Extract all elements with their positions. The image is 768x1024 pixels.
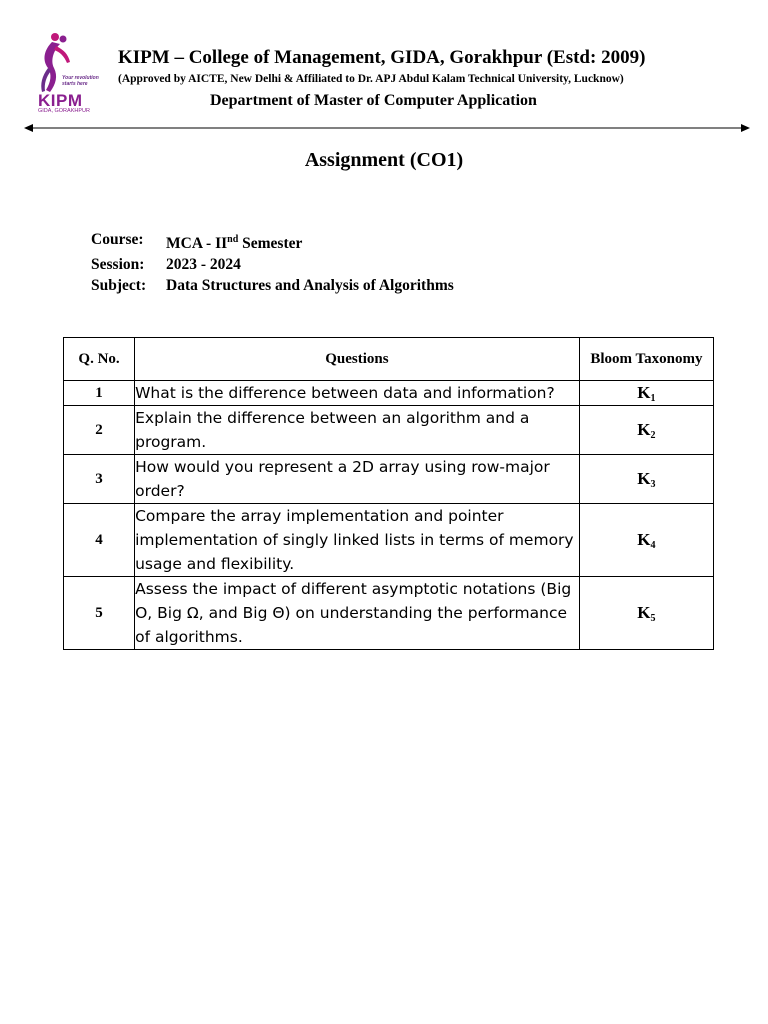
college-name: KIPM – College of Management, GIDA, Gorakhpur (Estd: 2009) — [118, 47, 646, 68]
session-value: 2023 - 2024 — [166, 256, 241, 274]
bloom-level: $K_2$ — [579, 406, 713, 455]
session-label: Session: — [91, 256, 145, 274]
question-number: 4 — [64, 504, 135, 577]
table-row — [64, 381, 714, 406]
assignment-title: Assignment (CO1) — [304, 149, 464, 171]
course-value: MCA - IInd Semester — [166, 234, 303, 253]
course-label: Course: — [91, 231, 144, 248]
table-row — [64, 577, 714, 650]
table-row — [64, 455, 714, 504]
logo-tagline: Your revolution starts here — [62, 75, 99, 87]
header-divider — [24, 121, 750, 135]
logo-location: GIDA, GORAKHPUR — [38, 108, 90, 114]
question-text: What is the difference between data and information? — [135, 381, 580, 406]
bloom-level: $K_1$ — [579, 381, 713, 406]
logo-wordmark: KIPM — [38, 91, 83, 110]
question-text: How would you represent a 2D array using row-major order? — [135, 455, 580, 504]
bloom-level: $K_4$ — [579, 504, 713, 577]
header-qno: Q. No. — [64, 338, 135, 381]
course-details — [91, 229, 454, 296]
bloom-level: $K_5$ — [579, 577, 713, 650]
questions-table — [63, 337, 714, 650]
header-bloom: Bloom Taxonomy — [579, 338, 713, 381]
table-row — [64, 406, 714, 455]
department-name: Department of Master of Computer Application — [210, 92, 537, 109]
question-text: Compare the array implementation and pointer implementation of singly linked lists in terms of memory usage and flexibility. — [135, 504, 580, 577]
question-text: Assess the impact of different asymptotic notations (Big O, Big Ω, and Big Θ) on understanding the performance of algorithms. — [135, 577, 580, 650]
bloom-level: $K_3$ — [579, 455, 713, 504]
question-number: 3 — [64, 455, 135, 504]
question-text: Explain the difference between an algorithm and a program. — [135, 406, 580, 455]
subject-row — [91, 275, 454, 296]
question-number: 2 — [64, 406, 135, 455]
question-number: 5 — [64, 577, 135, 650]
session-row — [91, 254, 454, 275]
approval-line: (Approved by AICTE, New Delhi & Affiliated to Dr. APJ Abdul Kalam Technical University, Lucknow) — [118, 73, 624, 85]
subject-label: Subject: — [91, 277, 147, 295]
header-questions: Questions — [135, 338, 580, 381]
question-number: 1 — [64, 381, 135, 406]
course-row — [91, 229, 454, 254]
table-row — [64, 504, 714, 577]
table-header-row — [64, 338, 714, 381]
subject-value: Data Structures and Analysis of Algorithms — [166, 277, 454, 295]
